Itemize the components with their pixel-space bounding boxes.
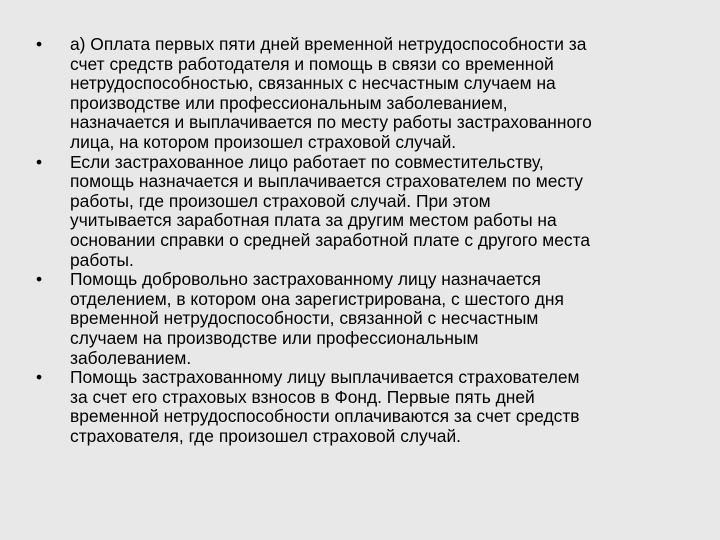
bullet-marker: • — [36, 367, 43, 388]
bullet-item — [36, 368, 696, 446]
bullet-marker: • — [36, 269, 43, 290]
bullet-list — [36, 35, 696, 446]
bullet-item — [36, 153, 696, 271]
bullet-text: Если застрахованное лицо работает по совместительству, помощь назначается и выплачивается страхователем по месту работы, где произошел страховой случай. При этом учитывается заработная плата за другим местом работы на основании справки о средней заработной плате с другого места работы. — [70, 151, 591, 270]
bullet-text: Помощь застрахованному лицу выплачивается страхователем за счет его страховых взносов в Фонд. Первые пять дней временной нетрудоспособности оплачиваются за счет средств страхователя, где произошел страховой случай. — [70, 367, 580, 446]
bullet-marker: • — [36, 34, 43, 54]
bullet-text: а) Оплата первых пяти дней временной нетрудоспособности за счет средств работодателя и помощь в связи со временной нетрудоспособностью, связанных с несчастным случаем на производстве или профессиональным заболеванием, назначается и выплачивается по месту работы застрахованного лица, на котором произошел страховой случай. — [70, 34, 592, 152]
bullet-item — [36, 270, 696, 368]
bullet-item — [36, 35, 696, 153]
bullet-marker: • — [36, 151, 43, 172]
bullet-text: Помощь добровольно застрахованному лицу назначается отделением, в котором она зарегистрирована, с шестого дня временной нетрудоспособности, связанной с несчастным случаем на производстве или профессиональным заболеванием. — [70, 269, 564, 368]
